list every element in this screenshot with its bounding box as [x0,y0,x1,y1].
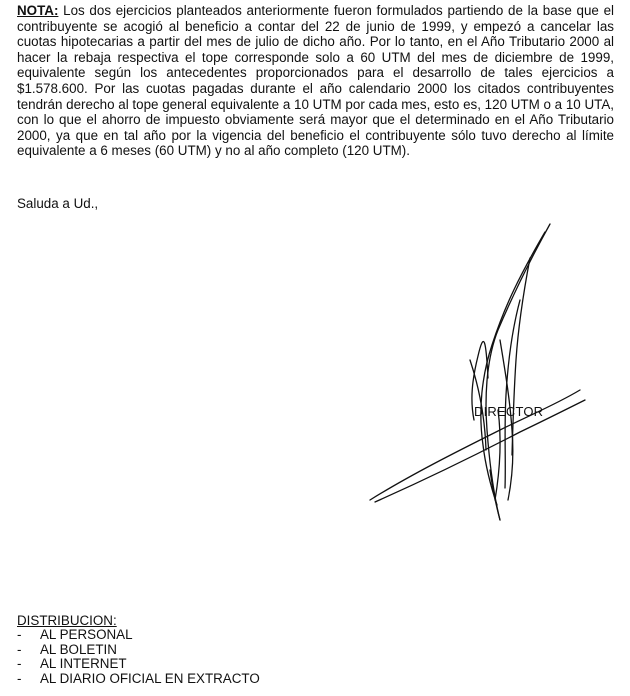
distribution-item-label: AL BOLETIN [40,641,117,657]
distribution-section [17,613,260,686]
distribution-item [17,657,260,672]
bullet-dash: - [17,641,22,657]
distribution-item-label: AL INTERNET [40,656,127,672]
bullet-dash: - [17,627,22,642]
distribution-item [17,672,260,687]
distribution-item-label: AL PERSONAL [40,627,133,642]
closing-salutation: Saluda a Ud., [17,196,99,211]
distribution-item [17,643,260,658]
distribution-title: DISTRIBUCION: [17,613,117,628]
distribution-item [17,628,260,643]
bullet-dash: - [17,656,22,672]
nota-label: NOTA: [17,3,59,18]
distribution-list [17,628,260,686]
distribution-item-label: AL DIARIO OFICIAL EN EXTRACTO [40,670,260,686]
bullet-dash: - [17,670,22,686]
nota-text: Los dos ejercicios planteados anteriormente fueron formulados partiendo de la base que el contribuyente se acogió al beneficio a contar del 22 de junio de 1999, y empezó a cancelar las cuotas hipotecarias a partir del mes de julio de dicho año. Por lo tanto, en el Año Tributario 2000 al hacer la rebaja respectiva el tope corresponde solo a 60 UTM del mes de diciembre de 1999, equivalente según los antecedentes proporcionados para el desarrollo de tales ejercicios a $1.578.600. Por las cuotas pagadas durante el año calendario 2000 los citados contribuyentes tendrán derecho al tope general equivalente a 10 UTM por cada mes, esto es, 120 UTM o a 10 UTA, con lo que el ahorro de impuesto obviamente será mayor que el determinado en el Año Tributario 2000, ya que en tal año por la vigencia del beneficio el contribuyente sólo tuvo derecho al límite equivalente a 6 meses (60 UTM) y no al año completo (120 UTM). [17,3,614,159]
nota-paragraph [17,3,614,159]
signer-title: DIRECTOR [474,404,544,419]
